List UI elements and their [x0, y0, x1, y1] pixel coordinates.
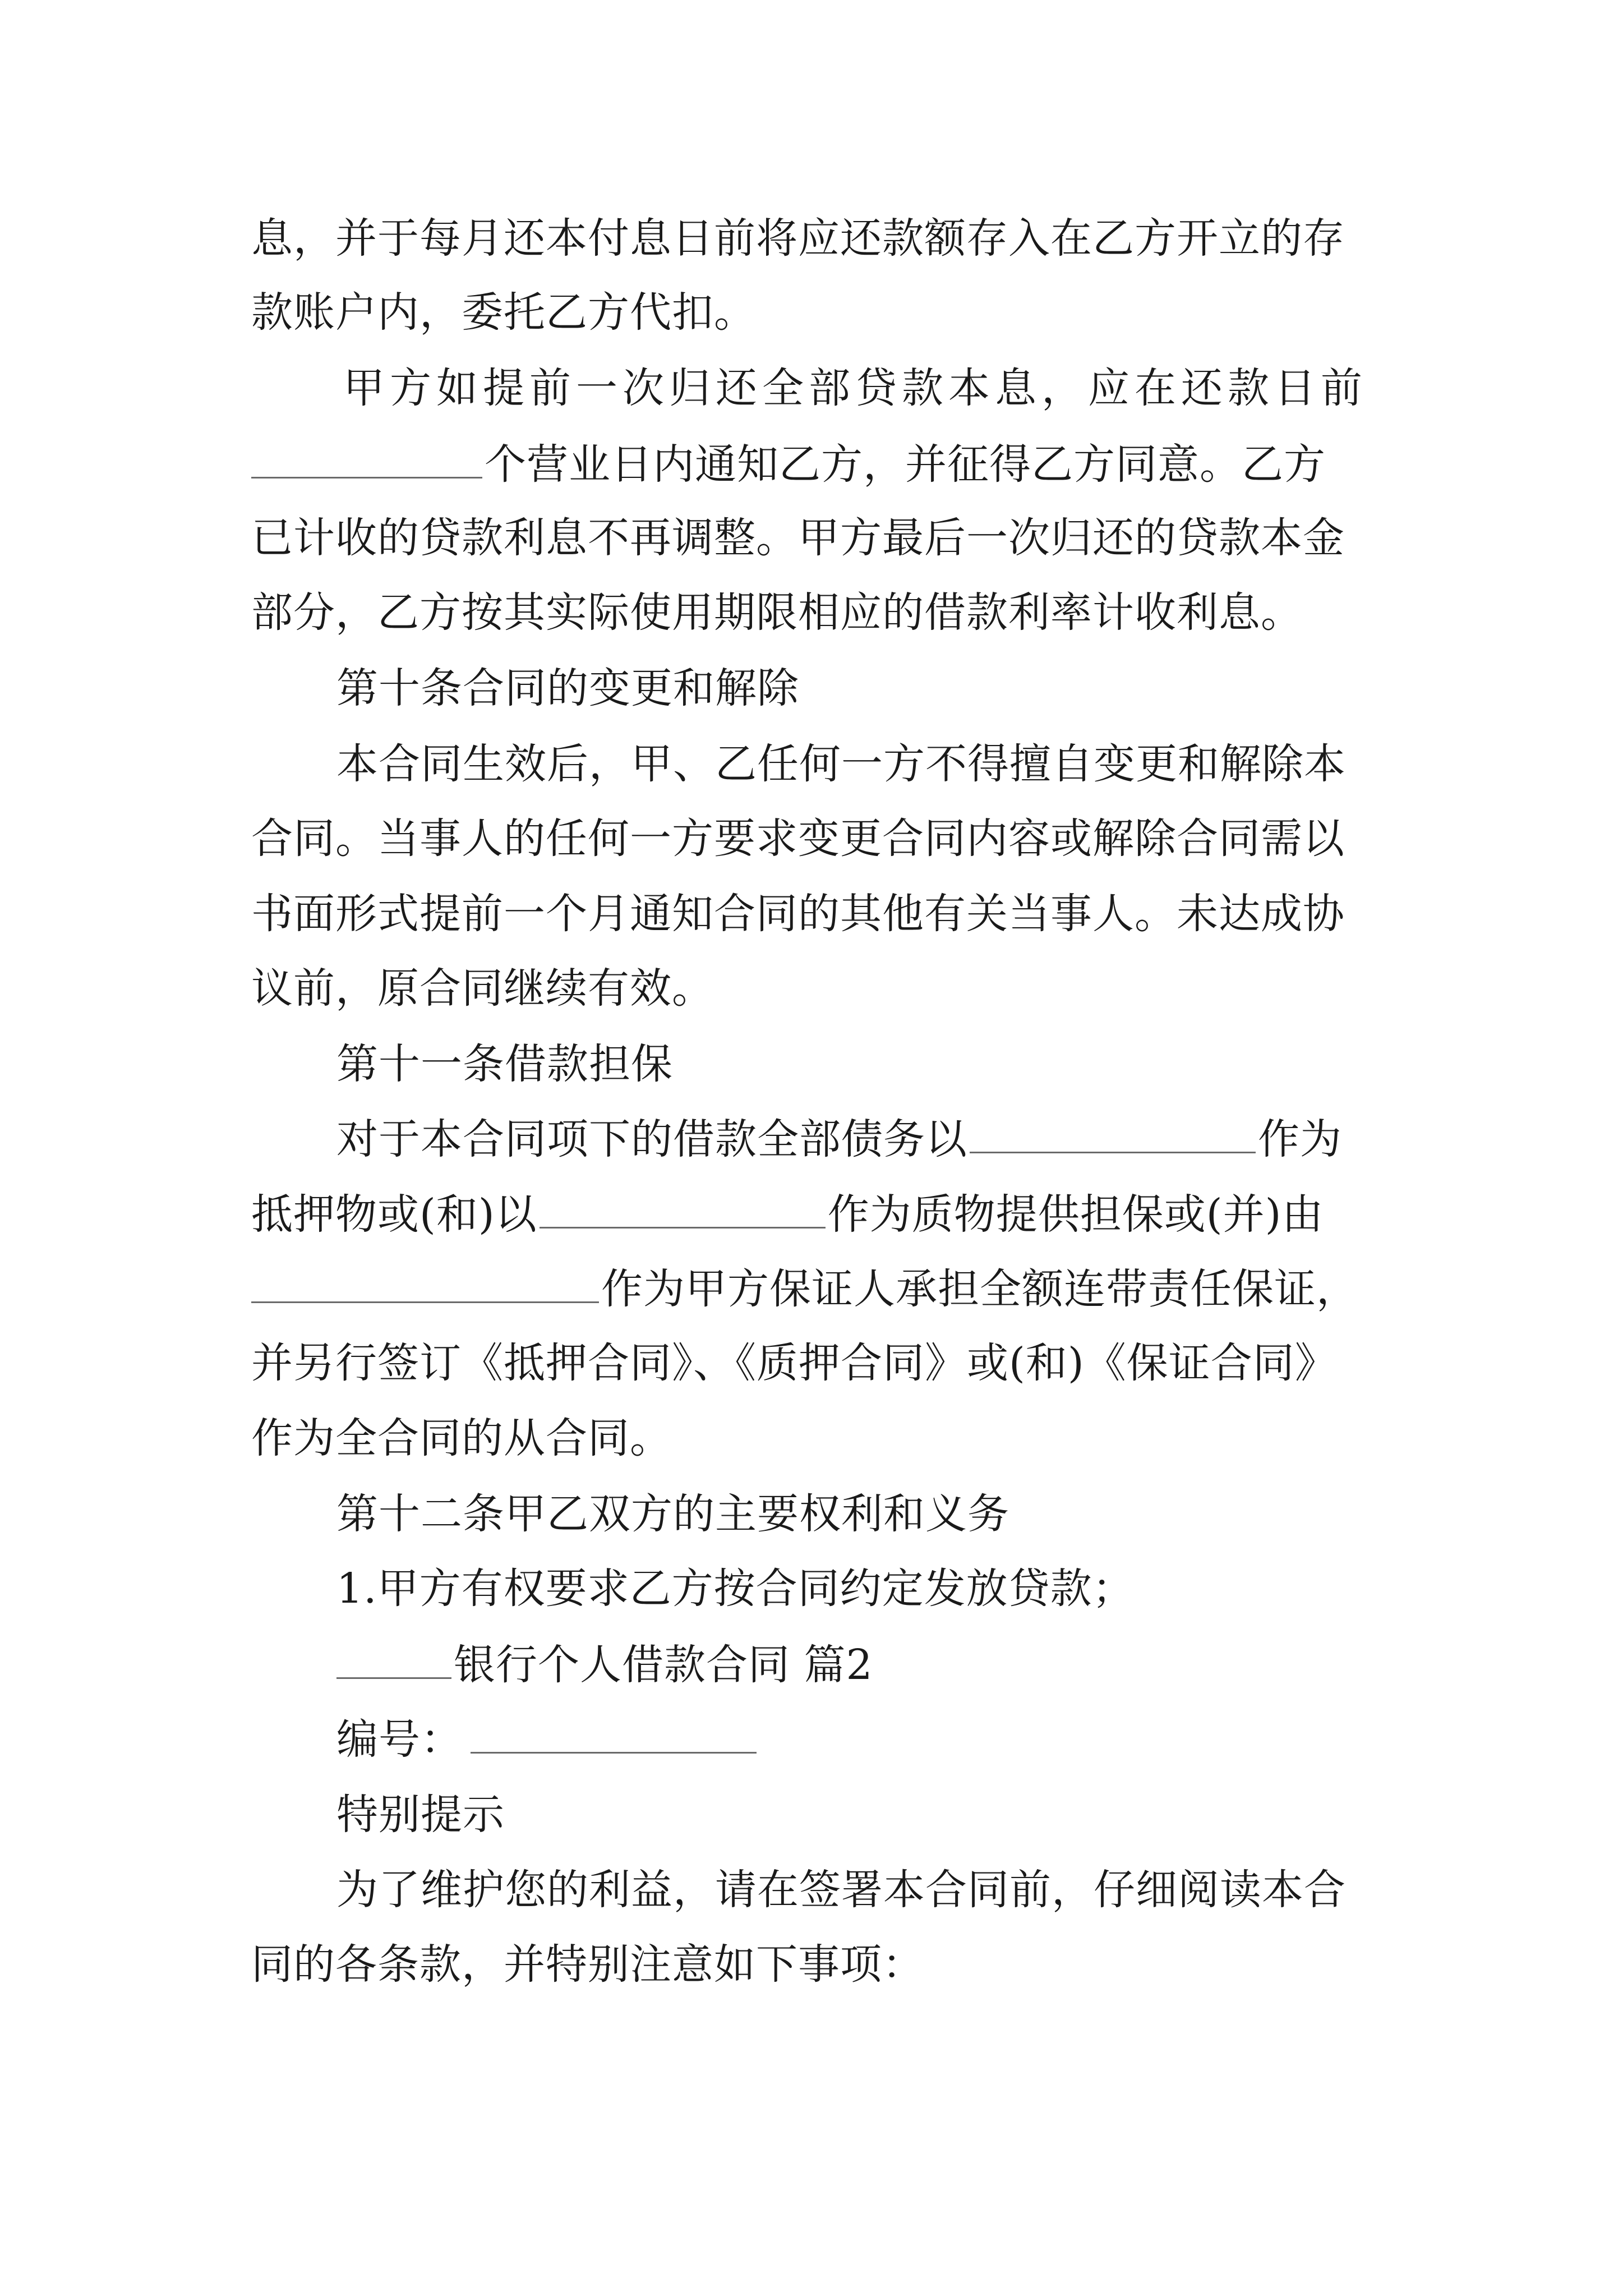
paragraph-line	[343, 364, 1390, 412]
paragraph-line	[336, 1115, 1390, 1163]
line-text: 同的各条款，并特别注意如下事项：	[251, 1940, 924, 1989]
fill-in-blank[interactable]	[970, 1118, 1256, 1153]
paragraph-line	[251, 214, 1390, 263]
heading-text: 第十二条甲乙双方的主要权利和义务	[336, 1490, 1009, 1538]
paragraph-line	[336, 740, 1390, 788]
paragraph-line	[251, 964, 1390, 1013]
section-heading	[336, 1490, 1390, 1538]
line-text: 对于本合同项下的借款全部债务以	[336, 1115, 967, 1163]
line-text: 息，并于每月还本付息日前将应还款额存入在乙方开立的存	[251, 214, 1345, 263]
line-text: 作为	[1258, 1115, 1342, 1163]
contract-number-field[interactable]	[471, 1718, 757, 1754]
heading-text: 第十一条借款担保	[336, 1040, 673, 1088]
paragraph-line	[251, 1339, 1390, 1387]
paragraph-line	[251, 440, 1390, 489]
paragraph-line	[251, 890, 1390, 938]
paragraph-line	[251, 514, 1390, 562]
line-text: 部分，乙方按其实际使用期限相应的借款利率计收利息。	[251, 588, 1303, 637]
line-text: 为了维护您的利益，请在签署本合同前，仔细阅读本合	[336, 1866, 1346, 1914]
line-text: 款账户内，委托乙方代扣。	[251, 288, 756, 337]
paragraph-line	[251, 288, 1390, 337]
heading-text: 第十条合同的变更和解除	[336, 664, 799, 712]
title-text: 银行个人借款合同 篇2	[454, 1641, 873, 1689]
section-heading	[336, 664, 1390, 712]
line-text: 书面形式提前一个月通知合同的其他有关当事人。未达成协	[251, 890, 1345, 938]
list-item	[336, 1565, 1390, 1613]
paragraph-line	[251, 1265, 1390, 1313]
paragraph-line	[251, 1190, 1390, 1239]
contract-number	[336, 1715, 1390, 1764]
paragraph-line	[251, 815, 1390, 863]
line-text: 甲方如提前一次归还全部贷款本息，应在还款日前	[343, 364, 1367, 412]
number-label: 编号：	[336, 1715, 463, 1764]
line-text: 本合同生效后，甲、乙任何一方不得擅自变更和解除本	[336, 740, 1346, 788]
section-heading	[336, 1040, 1390, 1088]
paragraph-line	[251, 1940, 1390, 1989]
line-text: 作为甲方保证人承担全额连带责任保证，	[601, 1265, 1358, 1313]
line-text: 1.甲方有权要求乙方按合同约定发放贷款；	[336, 1565, 1135, 1613]
section-heading	[336, 1791, 1390, 1839]
line-text: 个营业日内通知乙方，并征得乙方同意。乙方	[485, 440, 1326, 489]
line-text: 合同。当事人的任何一方要求变更合同内容或解除合同需以	[251, 815, 1345, 863]
heading-text: 特别提示	[336, 1791, 505, 1839]
paragraph-line	[336, 1866, 1390, 1914]
fill-in-blank[interactable]	[540, 1193, 826, 1228]
line-text: 并另行签订《抵押合同》、《质押合同》或(和)《保证合同》	[251, 1339, 1337, 1387]
fill-in-blank[interactable]	[251, 443, 482, 478]
fill-in-blank[interactable]	[336, 1644, 451, 1679]
line-text: 作为质物提供担保或(并)由	[827, 1190, 1324, 1239]
line-text: 抵押物或(和)以	[251, 1190, 537, 1239]
paragraph-line	[251, 588, 1390, 637]
paragraph-line	[251, 1414, 1390, 1462]
line-text: 议前，原合同继续有效。	[251, 964, 714, 1013]
fill-in-blank[interactable]	[251, 1268, 599, 1303]
line-text: 作为全合同的从合同。	[251, 1414, 672, 1462]
line-text: 已计收的贷款利息不再调整。甲方最后一次归还的贷款本金	[251, 514, 1345, 562]
document-title	[336, 1641, 1390, 1689]
